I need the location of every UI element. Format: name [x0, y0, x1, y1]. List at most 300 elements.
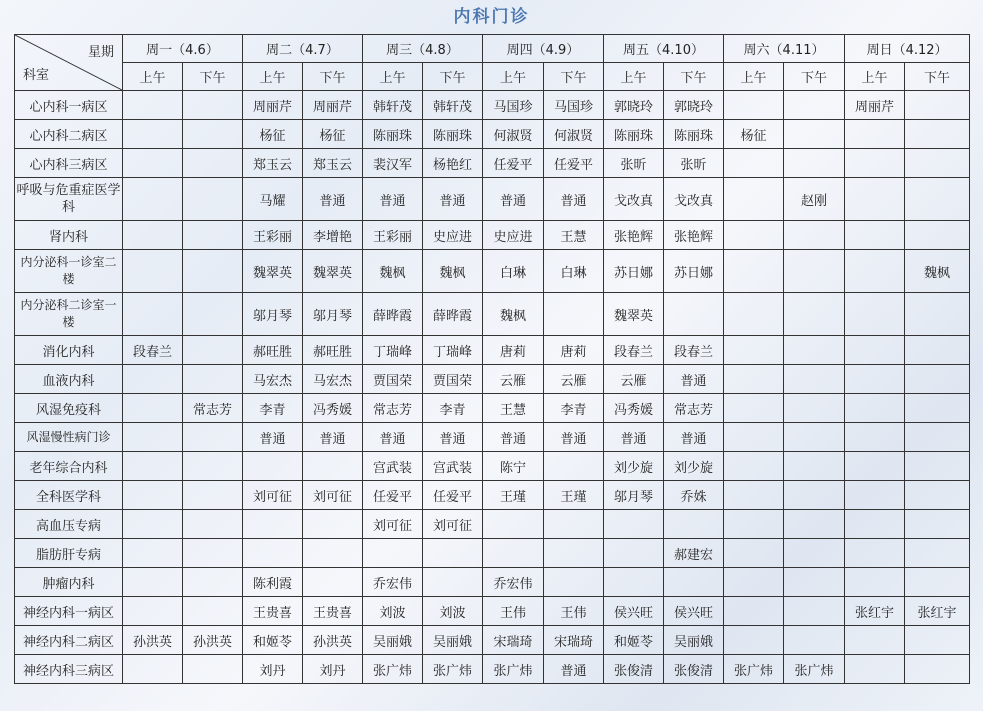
afternoon-doctor-cell: 郭晓玲 — [664, 91, 724, 120]
morning-doctor-cell: 邬月琴 — [243, 293, 303, 336]
afternoon-doctor-cell: 陈丽珠 — [423, 120, 483, 149]
afternoon-doctor-cell — [784, 250, 845, 293]
corner-department-label: 科室 — [23, 68, 50, 83]
afternoon-doctor-cell — [905, 423, 970, 452]
morning-doctor-cell: 普通 — [363, 178, 423, 221]
morning-doctor-cell — [845, 221, 905, 250]
morning-doctor-cell: 马宏杰 — [243, 365, 303, 394]
department-name: 内分泌科二诊室一楼 — [15, 293, 123, 336]
afternoon-doctor-cell — [544, 452, 604, 481]
afternoon-doctor-cell — [905, 336, 970, 365]
morning-doctor-cell — [845, 336, 905, 365]
department-name: 心内科一病区 — [15, 91, 123, 120]
afternoon-doctor-cell: 王瑾 — [544, 481, 604, 510]
morning-doctor-cell: 魏翠英 — [604, 293, 664, 336]
afternoon-doctor-cell — [905, 568, 970, 597]
afternoon-doctor-cell: 普通 — [303, 423, 363, 452]
morning-doctor-cell — [123, 91, 183, 120]
afternoon-doctor-cell: 孙洪英 — [183, 626, 243, 655]
afternoon-doctor-cell — [784, 481, 845, 510]
afternoon-doctor-cell: 李青 — [423, 394, 483, 423]
afternoon-doctor-cell: 马国珍 — [544, 91, 604, 120]
afternoon-doctor-cell: 刘波 — [423, 597, 483, 626]
afternoon-doctor-cell: 魏枫 — [905, 250, 970, 293]
afternoon-doctor-cell: 张俊清 — [664, 655, 724, 684]
department-name: 高血压专病 — [15, 510, 123, 539]
table-row — [15, 120, 970, 149]
morning-doctor-cell — [845, 250, 905, 293]
afternoon-doctor-cell — [183, 539, 243, 568]
department-name: 神经内科二病区 — [15, 626, 123, 655]
afternoon-doctor-cell: 云雁 — [544, 365, 604, 394]
table-row — [15, 423, 970, 452]
afternoon-doctor-cell — [784, 365, 845, 394]
day-header: 周三（4.8） — [363, 35, 483, 63]
morning-doctor-cell — [123, 481, 183, 510]
afternoon-doctor-cell — [664, 293, 724, 336]
morning-doctor-cell: 魏枫 — [363, 250, 423, 293]
afternoon-doctor-cell: 白琳 — [544, 250, 604, 293]
day-header-row — [15, 35, 970, 63]
afternoon-doctor-cell — [423, 568, 483, 597]
morning-doctor-cell — [123, 423, 183, 452]
morning-doctor-cell: 和姬苓 — [604, 626, 664, 655]
morning-doctor-cell — [123, 597, 183, 626]
afternoon-doctor-cell: 普通 — [664, 365, 724, 394]
morning-doctor-cell — [123, 120, 183, 149]
afternoon-doctor-cell — [183, 452, 243, 481]
morning-doctor-cell: 刘可征 — [243, 481, 303, 510]
corner-weekday-label: 星期 — [87, 45, 114, 60]
morning-doctor-cell — [845, 655, 905, 684]
afternoon-doctor-cell — [905, 394, 970, 423]
morning-doctor-cell — [845, 510, 905, 539]
morning-doctor-cell — [243, 452, 303, 481]
schedule-table — [14, 34, 970, 684]
afternoon-doctor-cell — [905, 149, 970, 178]
morning-doctor-cell — [724, 481, 784, 510]
afternoon-doctor-cell — [905, 655, 970, 684]
afternoon-header: 下午 — [544, 63, 604, 91]
morning-doctor-cell: 魏翠英 — [243, 250, 303, 293]
department-name: 内分泌科一诊室二楼 — [15, 250, 123, 293]
morning-doctor-cell — [724, 568, 784, 597]
afternoon-doctor-cell: 戈改真 — [664, 178, 724, 221]
afternoon-doctor-cell — [784, 91, 845, 120]
afternoon-doctor-cell: 杨征 — [303, 120, 363, 149]
table-row — [15, 149, 970, 178]
morning-doctor-cell: 郝旺胜 — [243, 336, 303, 365]
department-name: 呼吸与危重症医学科 — [15, 178, 123, 221]
afternoon-doctor-cell: 邬月琴 — [303, 293, 363, 336]
morning-doctor-cell: 普通 — [243, 423, 303, 452]
afternoon-doctor-cell: 杨艳红 — [423, 149, 483, 178]
afternoon-doctor-cell: 任爱平 — [423, 481, 483, 510]
page-title: 内科门诊 — [453, 7, 530, 27]
afternoon-doctor-cell — [784, 120, 845, 149]
morning-doctor-cell — [724, 365, 784, 394]
afternoon-doctor-cell — [183, 336, 243, 365]
afternoon-doctor-cell: 何淑贤 — [544, 120, 604, 149]
morning-doctor-cell: 孙洪英 — [123, 626, 183, 655]
morning-header: 上午 — [123, 63, 183, 91]
table-row — [15, 250, 970, 293]
morning-doctor-cell: 张昕 — [604, 149, 664, 178]
morning-doctor-cell — [845, 149, 905, 178]
afternoon-doctor-cell — [784, 221, 845, 250]
morning-doctor-cell — [724, 91, 784, 120]
morning-doctor-cell: 刘波 — [363, 597, 423, 626]
afternoon-doctor-cell — [784, 539, 845, 568]
table-row — [15, 365, 970, 394]
morning-doctor-cell — [845, 481, 905, 510]
afternoon-doctor-cell — [544, 568, 604, 597]
morning-doctor-cell: 王彩丽 — [243, 221, 303, 250]
afternoon-doctor-cell — [905, 178, 970, 221]
table-row — [15, 481, 970, 510]
morning-doctor-cell: 唐莉 — [483, 336, 544, 365]
morning-doctor-cell: 云雁 — [483, 365, 544, 394]
morning-doctor-cell — [123, 250, 183, 293]
morning-doctor-cell — [845, 568, 905, 597]
morning-header: 上午 — [604, 63, 664, 91]
afternoon-doctor-cell — [183, 597, 243, 626]
afternoon-doctor-cell — [303, 510, 363, 539]
morning-doctor-cell — [363, 539, 423, 568]
afternoon-doctor-cell: 普通 — [423, 178, 483, 221]
morning-doctor-cell: 王贵喜 — [243, 597, 303, 626]
morning-doctor-cell — [123, 365, 183, 394]
morning-doctor-cell: 段春兰 — [123, 336, 183, 365]
afternoon-doctor-cell: 普通 — [544, 178, 604, 221]
morning-doctor-cell — [724, 336, 784, 365]
morning-doctor-cell — [724, 394, 784, 423]
afternoon-doctor-cell: 郑玉云 — [303, 149, 363, 178]
day-header: 周五（4.10） — [604, 35, 724, 63]
morning-doctor-cell — [724, 221, 784, 250]
afternoon-doctor-cell — [544, 510, 604, 539]
morning-doctor-cell — [724, 149, 784, 178]
morning-doctor-cell: 何淑贤 — [483, 120, 544, 149]
morning-doctor-cell — [845, 423, 905, 452]
morning-doctor-cell: 乔宏伟 — [363, 568, 423, 597]
afternoon-doctor-cell — [183, 149, 243, 178]
table-row — [15, 91, 970, 120]
afternoon-doctor-cell — [183, 365, 243, 394]
morning-doctor-cell — [724, 293, 784, 336]
afternoon-doctor-cell — [784, 626, 845, 655]
morning-doctor-cell: 普通 — [483, 178, 544, 221]
afternoon-doctor-cell — [784, 293, 845, 336]
table-row — [15, 293, 970, 336]
afternoon-doctor-cell — [183, 481, 243, 510]
morning-doctor-cell — [724, 597, 784, 626]
afternoon-doctor-cell — [905, 481, 970, 510]
afternoon-doctor-cell: 张艳辉 — [664, 221, 724, 250]
morning-doctor-cell: 乔宏伟 — [483, 568, 544, 597]
table-row — [15, 655, 970, 684]
morning-doctor-cell — [845, 178, 905, 221]
schedule-body — [15, 91, 970, 684]
morning-doctor-cell — [243, 539, 303, 568]
afternoon-doctor-cell — [183, 91, 243, 120]
morning-doctor-cell: 和姬苓 — [243, 626, 303, 655]
morning-doctor-cell — [845, 452, 905, 481]
morning-doctor-cell: 杨征 — [243, 120, 303, 149]
afternoon-doctor-cell — [905, 626, 970, 655]
morning-doctor-cell — [845, 539, 905, 568]
morning-doctor-cell: 任爱平 — [363, 481, 423, 510]
afternoon-doctor-cell: 魏枫 — [423, 250, 483, 293]
morning-doctor-cell — [604, 539, 664, 568]
afternoon-doctor-cell — [905, 365, 970, 394]
afternoon-doctor-cell: 普通 — [423, 423, 483, 452]
afternoon-header: 下午 — [303, 63, 363, 91]
morning-doctor-cell: 任爱平 — [483, 149, 544, 178]
afternoon-doctor-cell: 张广炜 — [423, 655, 483, 684]
afternoon-doctor-cell: 丁瑞峰 — [423, 336, 483, 365]
afternoon-doctor-cell — [303, 539, 363, 568]
morning-doctor-cell: 陈宁 — [483, 452, 544, 481]
morning-doctor-cell: 戈改真 — [604, 178, 664, 221]
morning-doctor-cell: 杨征 — [724, 120, 784, 149]
morning-doctor-cell: 郑玉云 — [243, 149, 303, 178]
morning-doctor-cell: 薛晔霞 — [363, 293, 423, 336]
morning-doctor-cell: 张广炜 — [724, 655, 784, 684]
morning-doctor-cell: 王彩丽 — [363, 221, 423, 250]
afternoon-doctor-cell: 刘可征 — [303, 481, 363, 510]
morning-doctor-cell — [724, 452, 784, 481]
afternoon-doctor-cell — [905, 293, 970, 336]
morning-doctor-cell: 刘丹 — [243, 655, 303, 684]
afternoon-doctor-cell — [905, 91, 970, 120]
table-row — [15, 452, 970, 481]
afternoon-doctor-cell: 李青 — [544, 394, 604, 423]
department-name: 肾内科 — [15, 221, 123, 250]
afternoon-doctor-cell — [905, 510, 970, 539]
afternoon-doctor-cell: 王慧 — [544, 221, 604, 250]
header-corner — [15, 35, 123, 91]
afternoon-header: 下午 — [664, 63, 724, 91]
afternoon-doctor-cell — [784, 452, 845, 481]
department-name: 风湿免疫科 — [15, 394, 123, 423]
department-name: 心内科三病区 — [15, 149, 123, 178]
day-header: 周六（4.11） — [724, 35, 845, 63]
morning-doctor-cell: 郭晓玲 — [604, 91, 664, 120]
afternoon-doctor-cell — [183, 423, 243, 452]
afternoon-doctor-cell: 宫武装 — [423, 452, 483, 481]
morning-doctor-cell: 邬月琴 — [604, 481, 664, 510]
afternoon-doctor-cell: 吴丽娥 — [664, 626, 724, 655]
morning-doctor-cell — [123, 178, 183, 221]
department-name: 老年综合内科 — [15, 452, 123, 481]
afternoon-doctor-cell: 薛晔霞 — [423, 293, 483, 336]
table-row — [15, 221, 970, 250]
afternoon-doctor-cell — [905, 539, 970, 568]
afternoon-header: 下午 — [183, 63, 243, 91]
day-header: 周四（4.9） — [483, 35, 604, 63]
morning-doctor-cell — [123, 452, 183, 481]
afternoon-doctor-cell — [183, 293, 243, 336]
afternoon-doctor-cell: 魏翠英 — [303, 250, 363, 293]
morning-doctor-cell — [845, 293, 905, 336]
afternoon-doctor-cell — [905, 120, 970, 149]
afternoon-doctor-cell: 乔姝 — [664, 481, 724, 510]
afternoon-doctor-cell: 张红宇 — [905, 597, 970, 626]
afternoon-doctor-cell: 张广炜 — [784, 655, 845, 684]
afternoon-doctor-cell — [303, 568, 363, 597]
afternoon-doctor-cell: 郝建宏 — [664, 539, 724, 568]
morning-doctor-cell — [123, 293, 183, 336]
morning-doctor-cell — [845, 626, 905, 655]
table-row — [15, 178, 970, 221]
morning-doctor-cell: 刘少旋 — [604, 452, 664, 481]
morning-doctor-cell — [123, 510, 183, 539]
afternoon-doctor-cell: 张昕 — [664, 149, 724, 178]
afternoon-doctor-cell — [183, 178, 243, 221]
morning-doctor-cell — [845, 120, 905, 149]
table-row — [15, 597, 970, 626]
afternoon-doctor-cell: 史应进 — [423, 221, 483, 250]
afternoon-doctor-cell — [183, 250, 243, 293]
afternoon-doctor-cell: 王伟 — [544, 597, 604, 626]
afternoon-doctor-cell: 宋瑞琦 — [544, 626, 604, 655]
morning-doctor-cell — [845, 394, 905, 423]
morning-doctor-cell: 冯秀媛 — [604, 394, 664, 423]
morning-doctor-cell: 张红宇 — [845, 597, 905, 626]
afternoon-doctor-cell — [905, 221, 970, 250]
morning-header: 上午 — [483, 63, 544, 91]
afternoon-doctor-cell — [183, 510, 243, 539]
morning-doctor-cell: 裴汉军 — [363, 149, 423, 178]
afternoon-doctor-cell — [183, 655, 243, 684]
afternoon-doctor-cell: 吴丽娥 — [423, 626, 483, 655]
morning-header: 上午 — [243, 63, 303, 91]
morning-doctor-cell — [123, 539, 183, 568]
table-row — [15, 568, 970, 597]
department-name: 神经内科三病区 — [15, 655, 123, 684]
afternoon-doctor-cell — [664, 510, 724, 539]
morning-doctor-cell: 侯兴旺 — [604, 597, 664, 626]
afternoon-header: 下午 — [784, 63, 845, 91]
afternoon-doctor-cell — [784, 423, 845, 452]
afternoon-doctor-cell: 韩轩茂 — [423, 91, 483, 120]
department-name: 肿瘤内科 — [15, 568, 123, 597]
department-name: 风湿慢性病门诊 — [15, 423, 123, 452]
afternoon-doctor-cell: 普通 — [303, 178, 363, 221]
morning-doctor-cell: 王伟 — [483, 597, 544, 626]
morning-doctor-cell — [724, 178, 784, 221]
morning-doctor-cell: 普通 — [363, 423, 423, 452]
table-row — [15, 626, 970, 655]
afternoon-doctor-cell: 任爱平 — [544, 149, 604, 178]
afternoon-doctor-cell: 普通 — [544, 655, 604, 684]
day-header: 周一（4.6） — [123, 35, 243, 63]
afternoon-doctor-cell: 郝旺胜 — [303, 336, 363, 365]
morning-doctor-cell: 李青 — [243, 394, 303, 423]
table-row — [15, 539, 970, 568]
afternoon-doctor-cell — [544, 293, 604, 336]
morning-header: 上午 — [845, 63, 905, 91]
afternoon-header: 下午 — [423, 63, 483, 91]
morning-doctor-cell — [123, 221, 183, 250]
morning-doctor-cell — [483, 539, 544, 568]
afternoon-doctor-cell: 王贵喜 — [303, 597, 363, 626]
morning-doctor-cell — [604, 568, 664, 597]
afternoon-doctor-cell: 孙洪英 — [303, 626, 363, 655]
afternoon-doctor-cell: 常志芳 — [664, 394, 724, 423]
afternoon-doctor-cell: 刘丹 — [303, 655, 363, 684]
morning-doctor-cell: 陈利霞 — [243, 568, 303, 597]
morning-doctor-cell: 马耀 — [243, 178, 303, 221]
morning-doctor-cell: 普通 — [483, 423, 544, 452]
morning-doctor-cell — [604, 510, 664, 539]
department-name: 血液内科 — [15, 365, 123, 394]
afternoon-doctor-cell — [544, 539, 604, 568]
afternoon-doctor-cell — [183, 221, 243, 250]
morning-doctor-cell: 马国珍 — [483, 91, 544, 120]
morning-doctor-cell — [724, 423, 784, 452]
afternoon-doctor-cell: 苏日娜 — [664, 250, 724, 293]
table-row — [15, 510, 970, 539]
afternoon-doctor-cell: 冯秀媛 — [303, 394, 363, 423]
morning-doctor-cell: 陈丽珠 — [363, 120, 423, 149]
morning-doctor-cell — [724, 626, 784, 655]
day-header: 周日（4.12） — [845, 35, 970, 63]
morning-doctor-cell — [123, 655, 183, 684]
morning-doctor-cell — [123, 149, 183, 178]
department-name: 消化内科 — [15, 336, 123, 365]
morning-doctor-cell — [483, 510, 544, 539]
morning-doctor-cell: 丁瑞峰 — [363, 336, 423, 365]
afternoon-doctor-cell — [183, 568, 243, 597]
morning-doctor-cell: 段春兰 — [604, 336, 664, 365]
afternoon-doctor-cell: 赵刚 — [784, 178, 845, 221]
morning-doctor-cell: 贾国荣 — [363, 365, 423, 394]
morning-doctor-cell — [243, 510, 303, 539]
morning-header: 上午 — [363, 63, 423, 91]
morning-doctor-cell — [724, 539, 784, 568]
morning-doctor-cell — [724, 250, 784, 293]
morning-doctor-cell: 张广炜 — [363, 655, 423, 684]
afternoon-doctor-cell: 普通 — [664, 423, 724, 452]
morning-doctor-cell: 周丽芹 — [845, 91, 905, 120]
afternoon-doctor-cell — [784, 394, 845, 423]
afternoon-doctor-cell: 段春兰 — [664, 336, 724, 365]
afternoon-doctor-cell: 贾国荣 — [423, 365, 483, 394]
afternoon-doctor-cell — [905, 452, 970, 481]
afternoon-doctor-cell: 陈丽珠 — [664, 120, 724, 149]
morning-doctor-cell: 吴丽娥 — [363, 626, 423, 655]
afternoon-doctor-cell: 刘可征 — [423, 510, 483, 539]
afternoon-doctor-cell — [784, 510, 845, 539]
afternoon-doctor-cell — [183, 120, 243, 149]
morning-doctor-cell: 刘可征 — [363, 510, 423, 539]
morning-doctor-cell — [123, 394, 183, 423]
afternoon-doctor-cell — [664, 568, 724, 597]
afternoon-header: 下午 — [905, 63, 970, 91]
morning-doctor-cell: 魏枫 — [483, 293, 544, 336]
afternoon-doctor-cell: 周丽芹 — [303, 91, 363, 120]
morning-doctor-cell — [123, 568, 183, 597]
afternoon-doctor-cell — [303, 452, 363, 481]
afternoon-doctor-cell: 唐莉 — [544, 336, 604, 365]
morning-doctor-cell: 史应进 — [483, 221, 544, 250]
morning-doctor-cell: 张俊清 — [604, 655, 664, 684]
half-day-header-row — [15, 63, 970, 91]
morning-doctor-cell: 王瑾 — [483, 481, 544, 510]
morning-doctor-cell: 陈丽珠 — [604, 120, 664, 149]
